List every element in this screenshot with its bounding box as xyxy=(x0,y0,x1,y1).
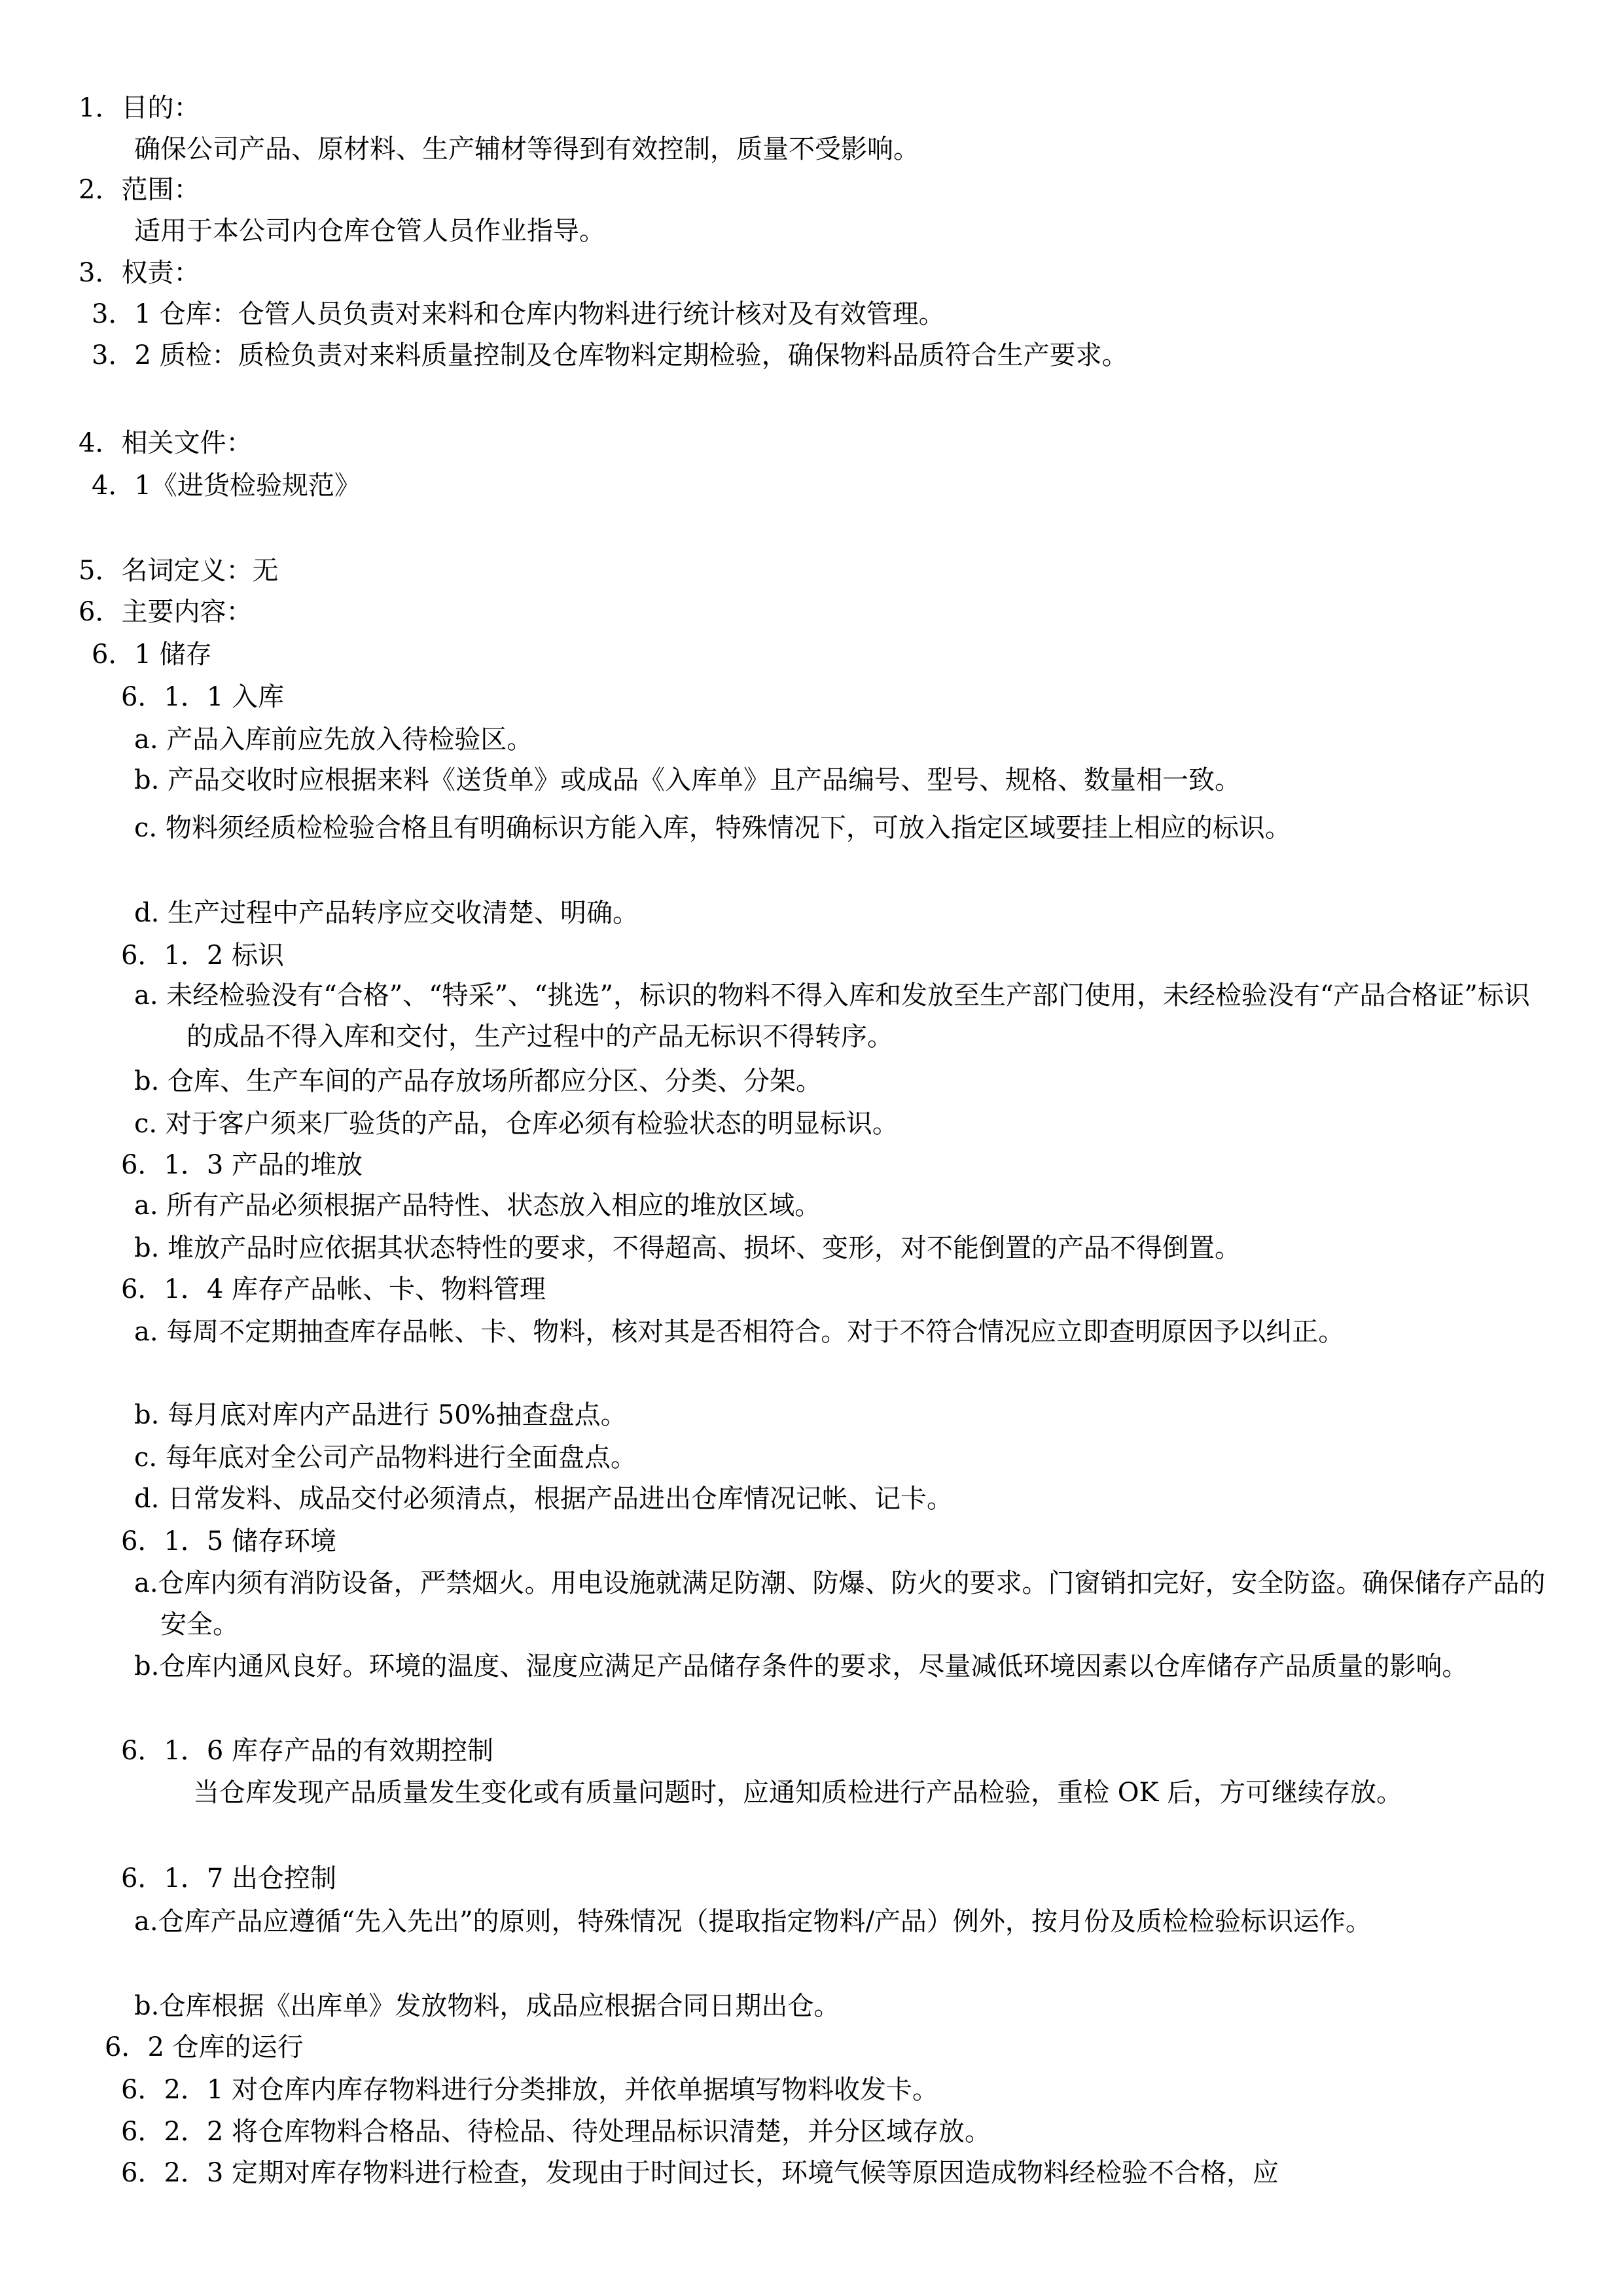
section-6-1-6: 6．1．6 库存产品的有效期控制 xyxy=(121,1736,494,1766)
section-6-2: 6．2 仓库的运行 xyxy=(105,2032,304,2062)
section-2-body: 适用于本公司内仓库仓管人员作业指导。 xyxy=(134,216,605,246)
list-item-6-1-1-a: a. 产品入库前应先放入待检验区。 xyxy=(134,725,533,755)
list-item-6-1-7-a: a.仓库产品应遵循“先入先出”的原则，特殊情况（提取指定物料/产品）例外，按月份及质检检验标识运作。 xyxy=(134,1907,1372,1937)
section-5-heading: 5．名词定义：无 xyxy=(79,556,279,586)
section-6-1: 6．1 储存 xyxy=(92,639,212,670)
list-item-6-1-5-a: a.仓库内须有消防设备，严禁烟火。用电设施就满足防潮、防爆、防火的要求。门窗销扣完好，安全防盗。确保储存产品的安全。 xyxy=(134,1568,1546,1640)
section-6-2-3: 6．2．3 定期对库存物料进行检查，发现由于时间过长，环境气候等原因造成物料经检验不合格，应 xyxy=(121,2158,1279,2188)
list-item-6-1-4-c: c. 每年底对全公司产品物料进行全面盘点。 xyxy=(134,1443,637,1473)
section-2-heading: 2．范围： xyxy=(79,175,200,205)
section-6-1-7: 6．1．7 出仓控制 xyxy=(121,1863,337,1893)
section-3-1: 3．1 仓库：仓管人员负责对来料和仓库内物料进行统计核对及有效管理。 xyxy=(92,299,945,329)
section-6-2-1: 6．2．1 对仓库内库存物料进行分类排放，并依单据填写物料收发卡。 xyxy=(121,2075,939,2105)
section-3-heading: 3．权责： xyxy=(79,258,200,288)
list-item-6-1-3-a: a. 所有产品必须根据产品特性、状态放入相应的堆放区域。 xyxy=(134,1191,821,1221)
list-item-6-1-7-b: b.仓库根据《出库单》发放物料，成品应根据合同日期出仓。 xyxy=(134,1991,840,2021)
section-6-1-4: 6．1．4 库存产品帐、卡、物料管理 xyxy=(121,1274,546,1304)
list-item-6-1-2-b: b. 仓库、生产车间的产品存放场所都应分区、分类、分架。 xyxy=(134,1066,823,1096)
section-6-1-1: 6．1．1 入库 xyxy=(121,682,285,712)
list-item-6-1-5-b: b.仓库内通风良好。环境的温度、湿度应满足产品储存条件的要求，尽量减低环境因素以仓库储存产品质量的影响。 xyxy=(134,1651,1469,1681)
list-item-6-1-4-b: b. 每月底对库内产品进行 50%抽查盘点。 xyxy=(134,1400,627,1430)
list-item-6-1-4-d: d. 日常发料、成品交付必须清点，根据产品进出仓库情况记帐、记卡。 xyxy=(134,1484,954,1514)
section-6-1-5: 6．1．5 储存环境 xyxy=(121,1526,337,1556)
list-item-6-1-3-b: b. 堆放产品时应依据其状态特性的要求，不得超高、损坏、变形，对不能倒置的产品不得倒置。 xyxy=(134,1233,1241,1263)
list-item-6-1-2-c: c. 对于客户须来厂验货的产品，仓库必须有检验状态的明显标识。 xyxy=(134,1109,899,1139)
section-6-1-2: 6．1．2 标识 xyxy=(121,941,285,971)
section-4-heading: 4．相关文件： xyxy=(79,428,253,458)
list-item-6-1-1-b: b. 产品交收时应根据来料《送货单》或成品《入库单》且产品编号、型号、规格、数量相一致。 xyxy=(134,765,1241,795)
list-item-6-1-4-a: a. 每周不定期抽查库存品帐、卡、物料，核对其是否相符合。对于不符合情况应立即查明原因予以纠正。 xyxy=(134,1317,1345,1347)
list-item-6-1-2-a: a. 未经检验没有“合格”、“特采”、“挑选”，标识的物料不得入库和发放至生产部门使用，未经检验没有“产品合格证”标识的成品不得入库和交付，生产过程中的产品无标识不得转序。 xyxy=(134,980,1530,1052)
section-6-2-2: 6．2．2 将仓库物料合格品、待检品、待处理品标识清楚，并分区域存放。 xyxy=(121,2117,991,2147)
section-3-2: 3．2 质检：质检负责对来料质量控制及仓库物料定期检验，确保物料品质符合生产要求。 xyxy=(92,340,1128,370)
section-1-heading: 1．目的： xyxy=(79,93,200,123)
list-item-6-1-1-c: c. 物料须经质检检验合格且有明确标识方能入库，特殊情况下，可放入指定区域要挂上相应的标识。 xyxy=(134,813,1291,843)
list-item-6-1-1-d: d. 生产过程中产品转序应交收清楚、明确。 xyxy=(134,898,639,928)
section-1-body: 确保公司产品、原材料、生产辅材等得到有效控制，质量不受影响。 xyxy=(134,134,919,164)
section-6-1-6-body: 当仓库发现产品质量发生变化或有质量问题时，应通知质检进行产品检验，重检 OK 后，方可继续存放。 xyxy=(193,1778,1403,1808)
section-6-heading: 6．主要内容： xyxy=(79,597,253,627)
section-4-1: 4．1《进货检验规范》 xyxy=(92,471,361,501)
section-6-1-3: 6．1．3 产品的堆放 xyxy=(121,1150,363,1180)
